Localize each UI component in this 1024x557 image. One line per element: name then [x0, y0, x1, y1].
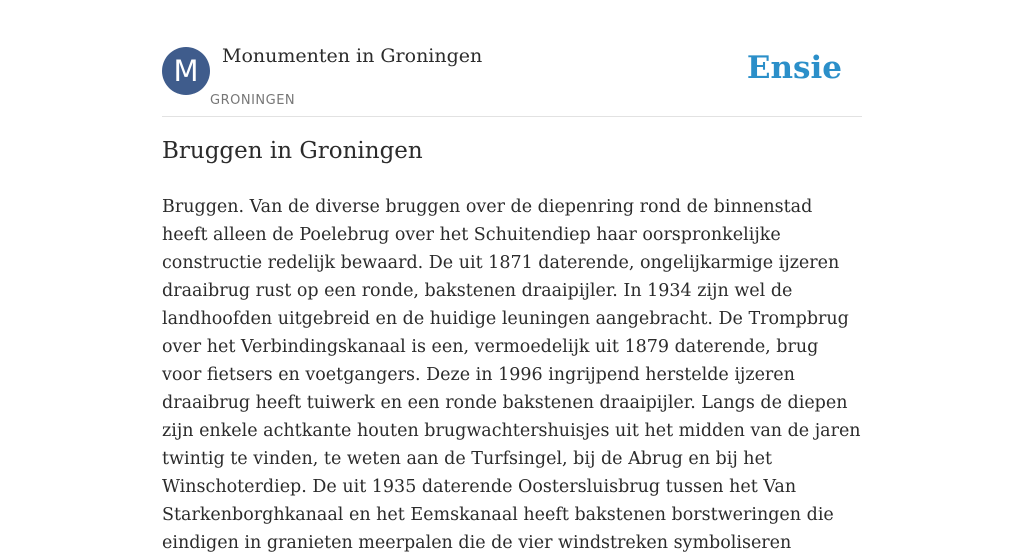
page-header	[162, 0, 862, 117]
article-card	[162, 0, 862, 553]
avatar[interactable]: M	[162, 47, 210, 95]
book-title-link[interactable]: Monumenten in Groningen	[222, 45, 483, 67]
ensie-logo[interactable]: Ensie	[746, 50, 842, 86]
category-label[interactable]: GRONINGEN	[210, 93, 296, 108]
article-body: Bruggen. Van de diverse bruggen over de diepenring rond de binnenstad heeft alleen de Poelebrug over het Schuitendiep haar oorspronkelijke constructie redelijk bewaard. De uit 1871 daterende, ongelijkarmige ijzeren draaibrug rust op een ronde, bakstenen draaipijler. In 1934 zijn wel de landhoofden uitgebreid en de huidige leuningen aangebracht. De Trompbrug over het Verbindingskanaal is een, vermoedelijk uit 1879 daterende, brug voor fietsers en voetgangers. Deze in 1996 ingrijpend herstelde ijzeren draaibrug heeft tuiwerk en een ronde bakstenen draaipijler. Langs de diepen zijn enkele achtkante houten brugwachtershuisjes uit het midden van de jaren twintig te vinden, te weten aan de Turfsingel, bij de Abrug en bij het Winschoterdiep. De uit 1935 daterende Oostersluisbrug tussen het Van Starkenborghkanaal en het Eemskanaal heeft bakstenen borstweringen die eindigen in granieten meerpalen die de vier windstreken symboliseren	[162, 197, 861, 553]
article-title: Bruggen in Groningen	[162, 138, 423, 164]
